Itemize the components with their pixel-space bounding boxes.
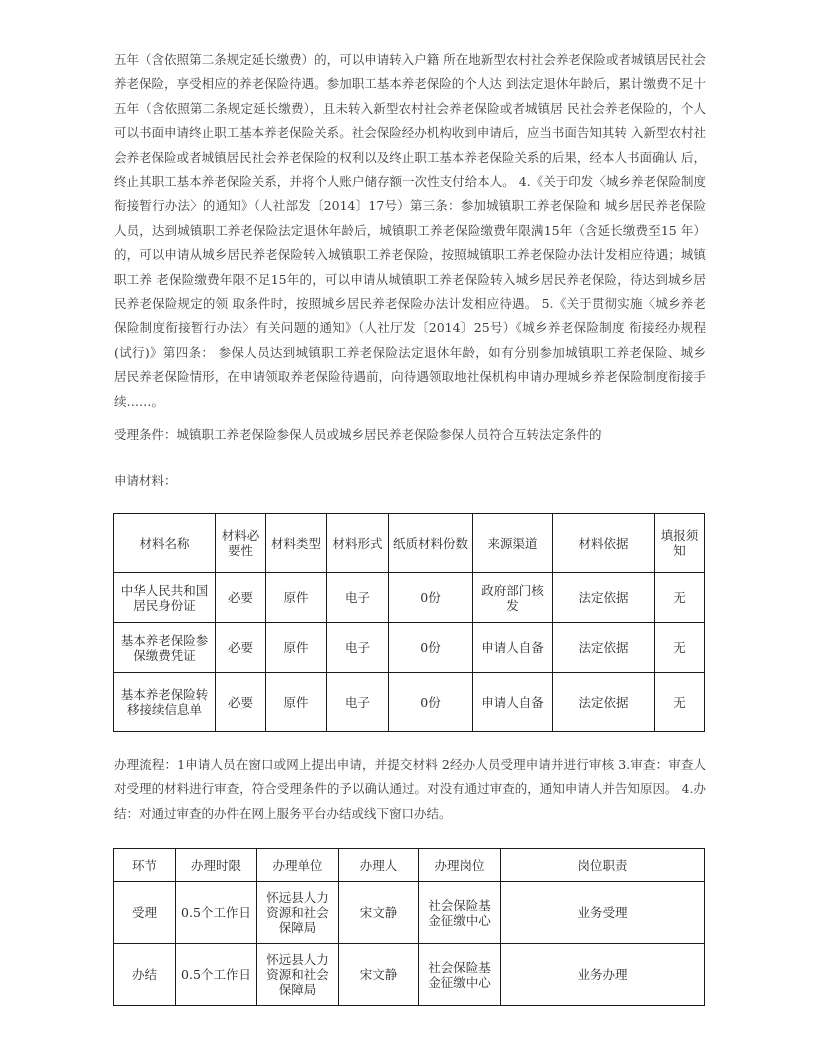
table-cell: 办结 xyxy=(114,944,176,1006)
header-cell: 办理岗位 xyxy=(419,849,501,882)
table-cell: 0份 xyxy=(389,573,473,623)
header-cell: 材料依据 xyxy=(553,514,655,573)
table-row xyxy=(114,623,705,673)
table-cell: 电子 xyxy=(327,623,389,673)
header-cell: 环节 xyxy=(114,849,176,882)
table-cell: 法定依据 xyxy=(553,673,655,732)
header-cell: 纸质材料份数 xyxy=(389,514,473,573)
header-cell: 材料必要性 xyxy=(216,514,266,573)
table-cell: 无 xyxy=(655,573,705,623)
table-row xyxy=(114,882,705,944)
table-cell: 0份 xyxy=(389,673,473,732)
table-cell: 0.5个工作日 xyxy=(176,944,257,1006)
table-cell: 业务办理 xyxy=(501,944,705,1006)
table-cell: 原件 xyxy=(266,623,327,673)
table-cell: 法定依据 xyxy=(553,573,655,623)
header-cell: 办理人 xyxy=(339,849,419,882)
table-cell: 政府部门核发 xyxy=(473,573,553,623)
header-cell: 材料名称 xyxy=(114,514,216,573)
table-row xyxy=(114,573,705,623)
table-cell: 社会保险基金征缴中心 xyxy=(419,882,501,944)
table-cell: 怀远县人力资源和社会保障局 xyxy=(257,882,339,944)
steps-header-row xyxy=(114,849,705,882)
table-row xyxy=(114,673,705,732)
table-cell: 无 xyxy=(655,673,705,732)
table-cell: 原件 xyxy=(266,573,327,623)
table-cell: 基本养老保险参保缴费凭证 xyxy=(114,623,216,673)
table-cell: 申请人自备 xyxy=(473,673,553,732)
table-cell: 受理 xyxy=(114,882,176,944)
table-cell: 无 xyxy=(655,623,705,673)
table-cell: 宋文静 xyxy=(339,944,419,1006)
header-cell: 办理单位 xyxy=(257,849,339,882)
table-cell: 申请人自备 xyxy=(473,623,553,673)
intro-paragraph: 五年（含依照第二条规定延长缴费）的，可以申请转入户籍 所在地新型农村社会养老保险或者城镇居民社会养老保险，享受相应的养老保险待遇。参加职工基本养老保险的个人达 到法定退休年龄后，累计缴费不足十五年（含依照第二条规定延长缴费），且未转入新型农村社会养老保险或者城镇居 民社会养老保险的，个人可以书面申请终止职工基本养老保险关系。社会保险经办机构收到申请后，应当书面告知其转 入新型农村社会养老保险或者城镇居民社会养老保险的权利以及终止职工基本养老保险关系的后果，经本人书面确认 后，终止其职工基本养老保险关系，并将个人账户储存额一次性支付给本人。 4.《关于印发〈城乡养老保险制度衔接暂行办法〉的通知》（人社部发〔2014〕17号）第三条：参加城镇职工养老保险和 城乡居民养老保险人员，达到城镇职工养老保险法定退休年龄后，城镇职工养老保险缴费年限满15年（含延长缴费至15 年）的，可以申请从城乡居民养老保险转入城镇职工养老保险，按照城镇职工养老保险办法计发相应待遇；城镇职工养 老保险缴费年限不足15年的，可以申请从城镇职工养老保险转入城乡居民养老保险，待达到城乡居民养老保险规定的领 取条件时，按照城乡居民养老保险办法计发相应待遇。 5.《关于贯彻实施〈城乡养老保险制度衔接暂行办法〉有关问题的通知》（人社厅发〔2014〕25号）《城乡养老保险制度 衔接经办规程(试行)》第四条： 参保人员达到城镇职工养老保险法定退休年龄，如有分别参加城镇职工养老保险、城乡 居民养老保险情形，在申请领取养老保险待遇前，向待遇领取地社保机构申请办理城乡养老保险制度衔接手续……。 xyxy=(114,52,706,409)
table-cell: 基本养老保险转移接续信息单 xyxy=(114,673,216,732)
materials-label: 申请材料： xyxy=(114,473,177,488)
table-cell: 电子 xyxy=(327,673,389,732)
table-cell: 社会保险基金征缴中心 xyxy=(419,944,501,1006)
materials-table xyxy=(113,513,705,732)
table-cell: 怀远县人力资源和社会保障局 xyxy=(257,944,339,1006)
table-cell: 必要 xyxy=(216,673,266,732)
table-cell: 电子 xyxy=(327,573,389,623)
process-paragraph: 办理流程：1申请人员在窗口或网上提出申请，并提交材料 2经办人员受理申请并进行审核 3.审查：审查人对受理的材料进行审查，符合受理条件的予以确认通过。对没有通过审查的，通知申请人并告知原因。 4.办结：对通过审查的办件在网上服务平台办结或线下窗口办结。 xyxy=(114,757,706,821)
materials-header-row xyxy=(114,514,705,573)
table-cell: 必要 xyxy=(216,623,266,673)
table-row xyxy=(114,944,705,1006)
steps-table xyxy=(113,848,705,1006)
table-cell: 原件 xyxy=(266,673,327,732)
table-cell: 业务受理 xyxy=(501,882,705,944)
table-cell: 必要 xyxy=(216,573,266,623)
header-cell: 材料类型 xyxy=(266,514,327,573)
header-cell: 岗位职责 xyxy=(501,849,705,882)
header-cell: 材料形式 xyxy=(327,514,389,573)
header-cell: 办理时限 xyxy=(176,849,257,882)
table-cell: 宋文静 xyxy=(339,882,419,944)
acceptance-conditions: 受理条件：城镇职工养老保险参保人员或城乡居民养老保险参保人员符合互转法定条件的 xyxy=(114,427,602,442)
table-cell: 法定依据 xyxy=(553,623,655,673)
table-cell: 中华人民共和国居民身份证 xyxy=(114,573,216,623)
table-cell: 0.5个工作日 xyxy=(176,882,257,944)
header-cell: 来源渠道 xyxy=(473,514,553,573)
header-cell: 填报须知 xyxy=(655,514,705,573)
table-cell: 0份 xyxy=(389,623,473,673)
